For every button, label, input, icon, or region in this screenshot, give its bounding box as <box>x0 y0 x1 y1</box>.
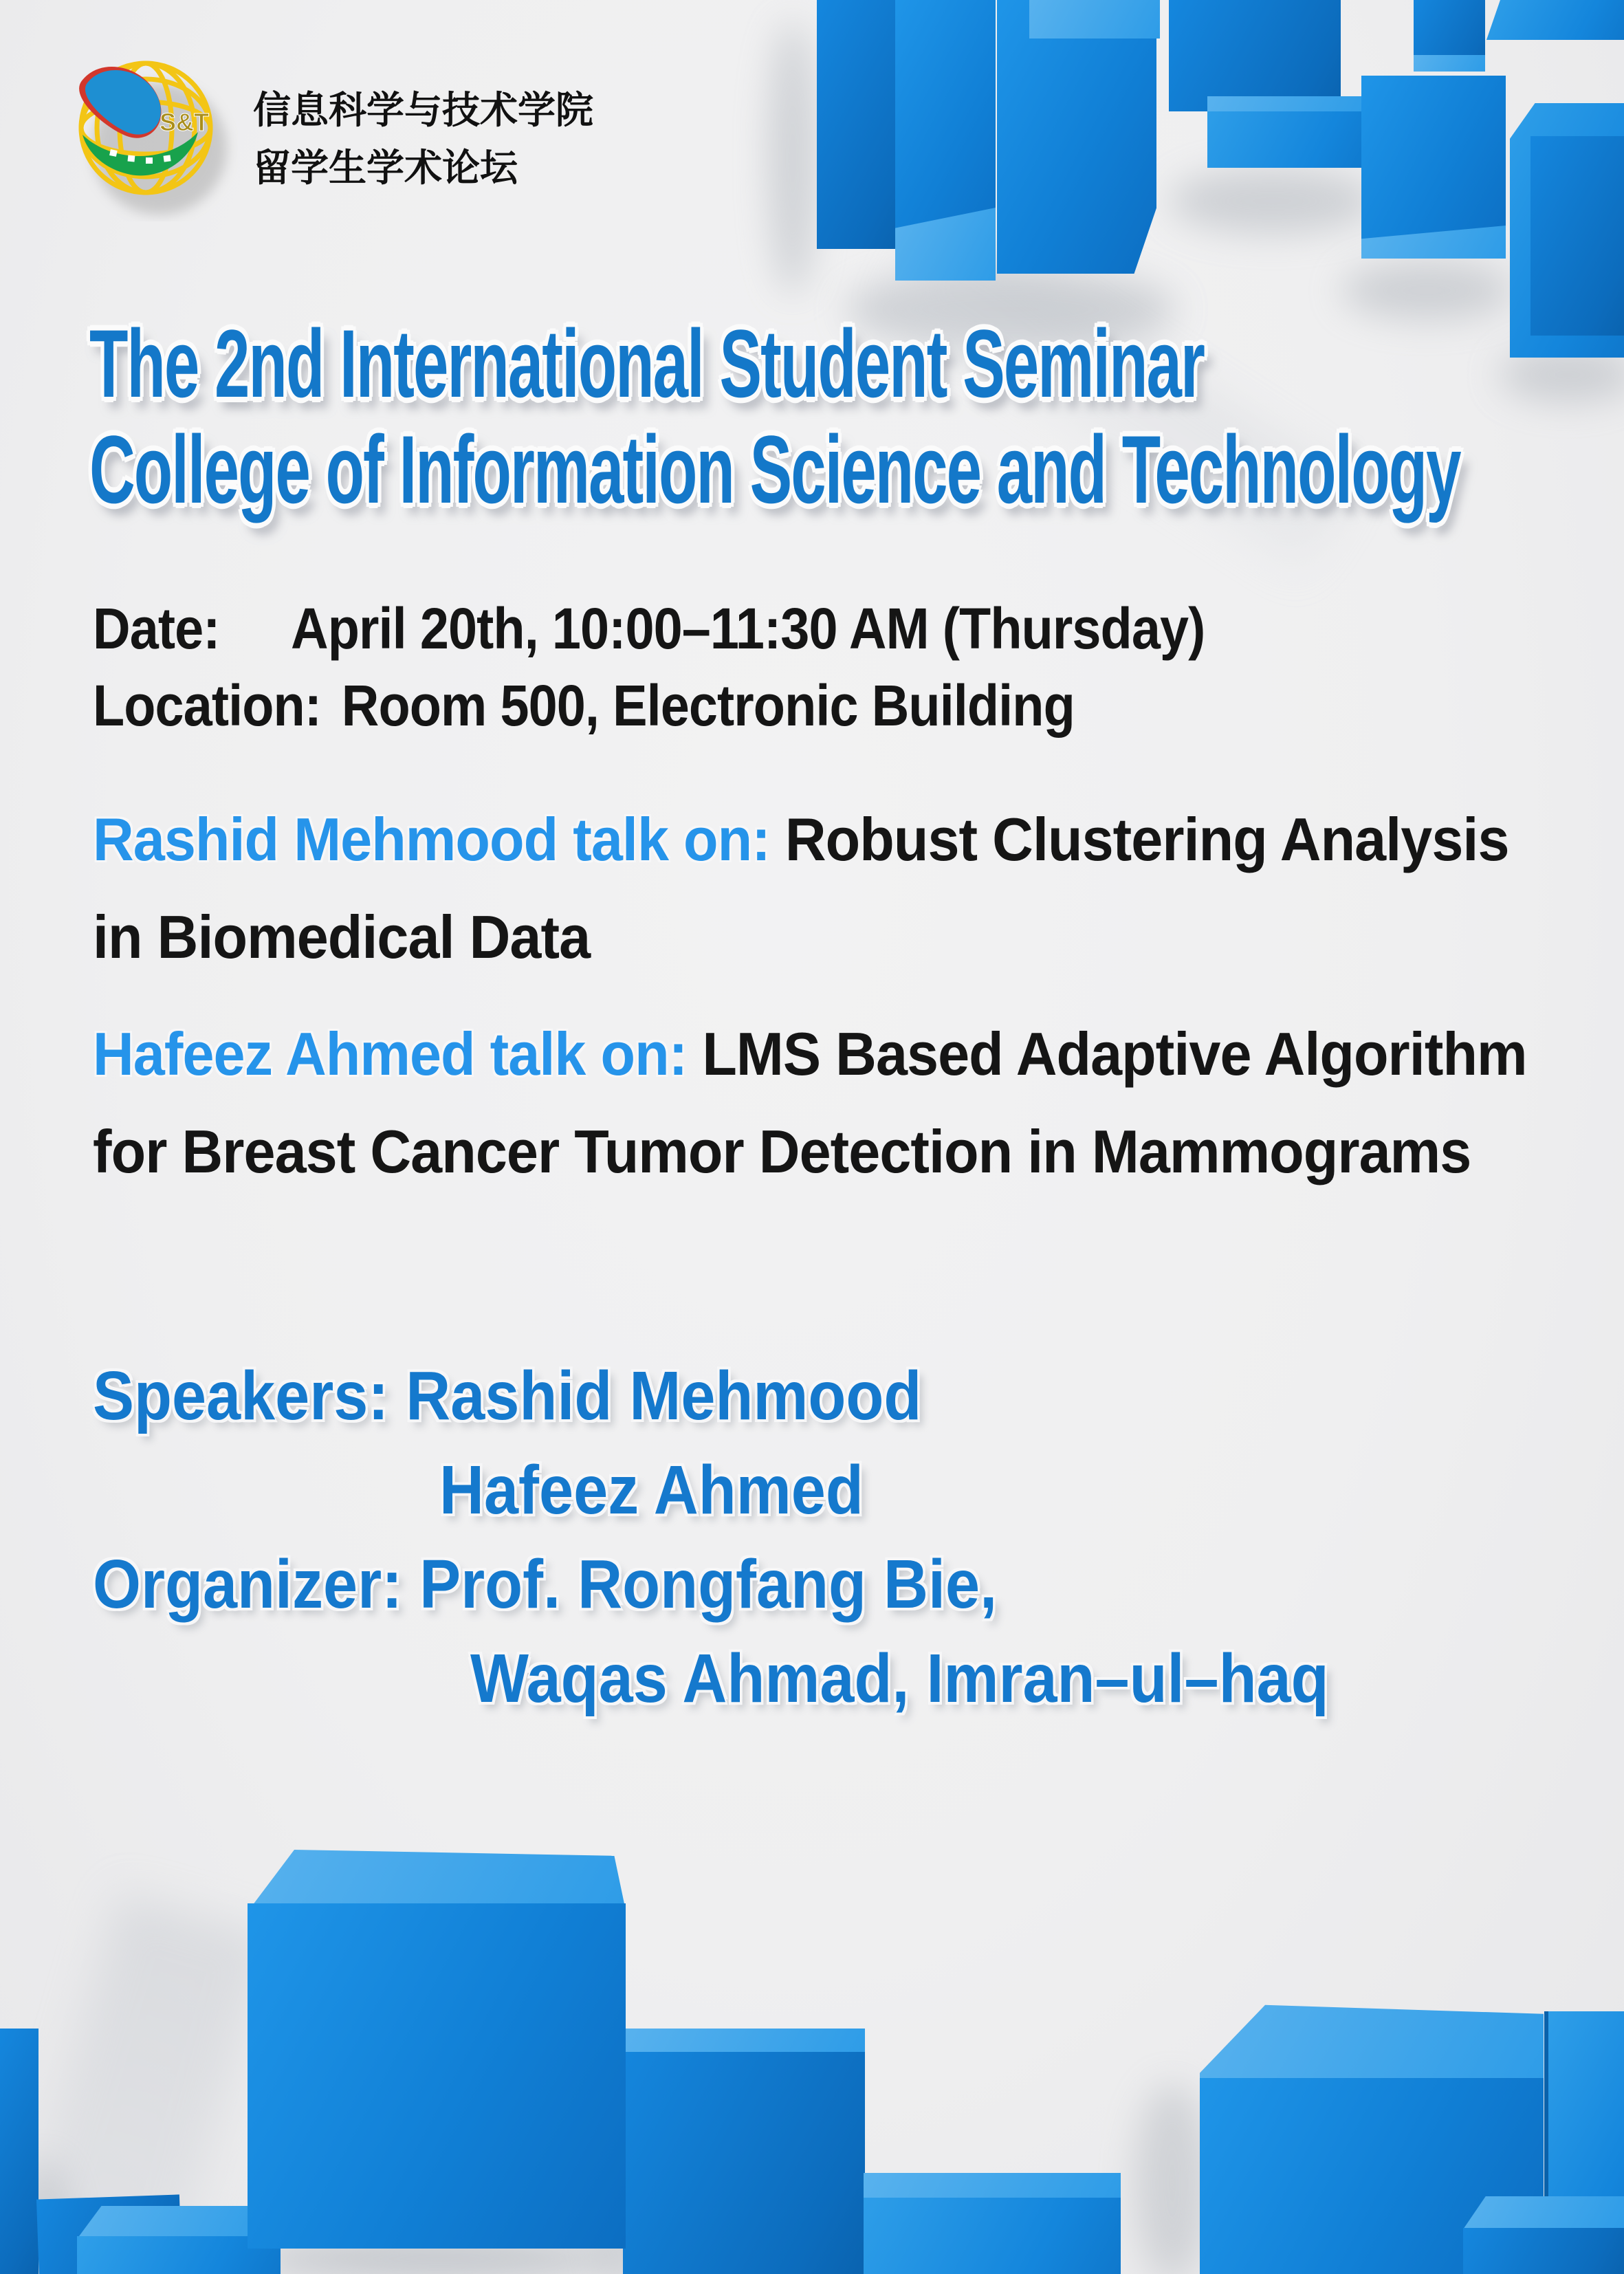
location-line <box>93 667 1205 744</box>
decor-cube <box>1414 55 1485 72</box>
organizer-label: Organizer: <box>93 1546 403 1623</box>
talk-2-topic: LMS Based Adaptive Algorithm for Breast Cancer Tumor Detection in Mammograms <box>93 1020 1527 1185</box>
decor-cube <box>36 2194 182 2274</box>
decor-cube <box>895 0 996 281</box>
decor-cube <box>1169 0 1341 111</box>
title-line-2: College of Information Science and Technology <box>89 415 1460 523</box>
decor-cube <box>997 0 1156 274</box>
decor-cube <box>1510 103 1624 358</box>
decor-cube <box>1544 2011 1624 2274</box>
decor-shadow <box>1169 168 1375 234</box>
org-line-1: 信息科学与技术学院 <box>253 89 594 131</box>
decor-cube <box>77 2206 281 2239</box>
decor-cube <box>895 208 996 281</box>
talk-2-speaker-label: Hafeez Ahmed talk on: <box>93 1020 688 1088</box>
speaker-2: Hafeez Ahmed <box>439 1452 864 1529</box>
decor-cube <box>1200 2078 1544 2274</box>
decor-cube <box>1463 2228 1624 2274</box>
organizer-line <box>93 1538 1329 1632</box>
date-value: April 20th, 10:00–11:30 AM (Thursday) <box>291 596 1205 661</box>
talk-1-topic: Robust Clustering Analysis in Biomedical Data <box>93 805 1509 971</box>
decor-cube <box>1029 0 1160 39</box>
talk-1 <box>93 791 1553 986</box>
decor-cube <box>1530 136 1624 336</box>
poster-title <box>89 311 1460 523</box>
speakers-label: Speakers: <box>93 1357 389 1434</box>
decor-shadow <box>1134 2084 1210 2274</box>
location-value: Room 500, Electronic Building <box>341 673 1075 738</box>
decor-cube <box>1207 96 1370 168</box>
decor-cube <box>623 2029 865 2274</box>
people-block <box>93 1349 1329 1726</box>
speakers-line <box>93 1349 1329 1443</box>
title-line-1: The 2nd International Student Seminar <box>89 309 1204 417</box>
decor-cube <box>1463 2196 1624 2229</box>
organization-block <box>253 81 593 197</box>
date-label: Date: <box>93 596 220 661</box>
talk-1-speaker-label: Rashid Mehmood talk on: <box>93 805 770 873</box>
decor-cube <box>864 2173 1121 2198</box>
decor-cube <box>245 1850 626 1910</box>
decor-shadow <box>1437 2242 1588 2274</box>
speaker-1: Rashid Mehmood <box>406 1357 922 1434</box>
decor-cube <box>248 1903 626 2249</box>
talk-2 <box>93 1005 1553 1201</box>
date-line <box>93 590 1205 667</box>
decor-shadow <box>595 2090 653 2274</box>
logo-label: S&T <box>160 108 209 136</box>
decor-shadow <box>769 21 817 296</box>
decor-cube <box>1207 96 1370 111</box>
decor-cube <box>864 2173 1121 2274</box>
decor-cube <box>0 2029 39 2274</box>
decor-shadow <box>1499 347 1624 402</box>
decor-cube <box>77 2236 281 2274</box>
decor-cube <box>623 2029 865 2052</box>
decor-cube <box>1414 0 1485 70</box>
decor-cube <box>1361 226 1506 259</box>
college-logo <box>62 45 238 221</box>
organizer-1: Prof. Rongfang Bie, <box>419 1546 998 1623</box>
decor-cube <box>1486 0 1624 40</box>
location-label: Location: <box>93 673 322 738</box>
event-details <box>93 590 1205 744</box>
decor-shadow <box>0 1892 272 2274</box>
organizer-2: Waqas Ahmad, Imran–ul–haq <box>470 1640 1329 1717</box>
decor-cube <box>817 0 898 249</box>
decor-shadow <box>21 2159 69 2274</box>
decor-shadow <box>254 2238 626 2274</box>
decor-cube <box>1361 76 1506 259</box>
org-line-2: 留学生学术论坛 <box>253 146 518 189</box>
decor-cube <box>1200 2000 1544 2089</box>
